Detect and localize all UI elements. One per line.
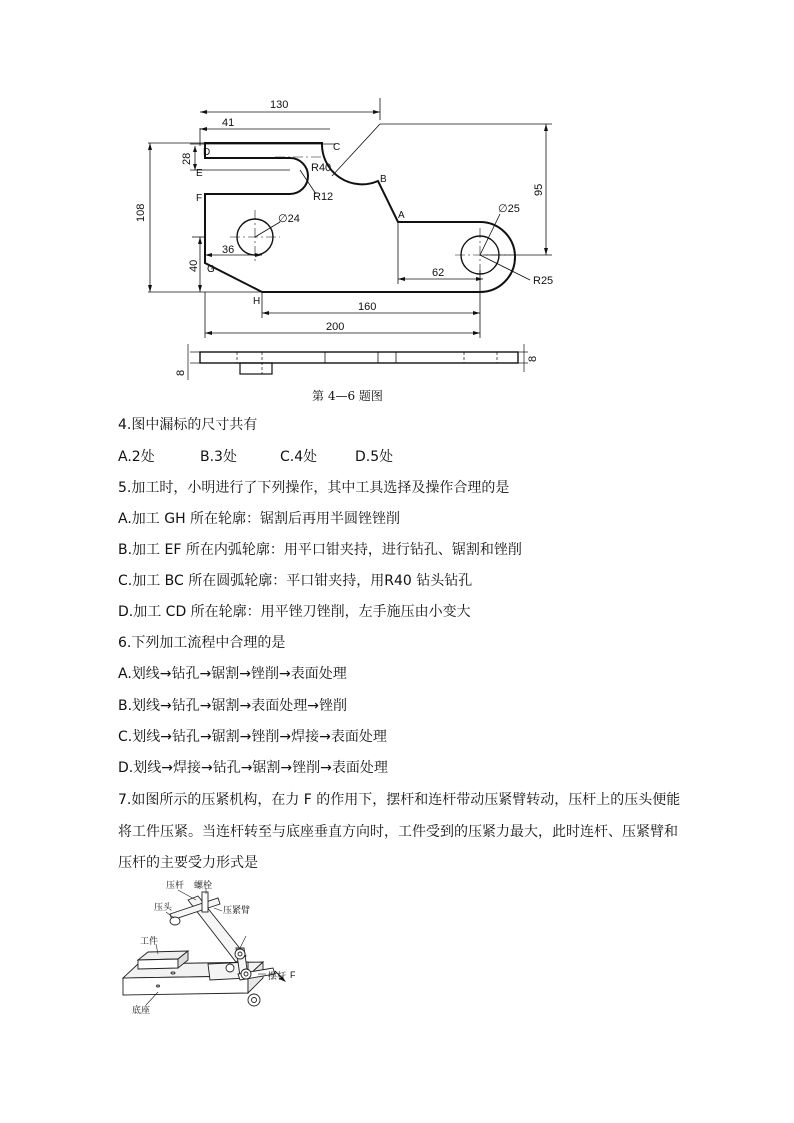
q4-option-c: C.4处 bbox=[280, 449, 318, 465]
dim-160: 160 bbox=[358, 301, 377, 313]
part-drawing bbox=[0, 0, 794, 410]
q5-stem: 5.加工时，小明进行了下列操作，其中工具选择及操作合理的是 bbox=[118, 480, 510, 496]
q4-option-d: D.5处 bbox=[355, 449, 394, 465]
label-yagan: 压杆 bbox=[166, 880, 185, 890]
q5-option-b: B.加工 EF 所在内弧轮廓：用平口钳夹持，进行钻孔、锯割和锉削 bbox=[118, 542, 522, 558]
side-view bbox=[188, 344, 528, 380]
figure-caption: 第 4—6 题图 bbox=[312, 389, 383, 403]
dim-62: 62 bbox=[432, 267, 445, 279]
dim-8-right: 8 bbox=[527, 355, 539, 362]
q6-option-a: A.划线→钻孔→锯割→锉削→表面处理 bbox=[118, 666, 347, 682]
point-d: D bbox=[203, 147, 211, 158]
dim-r40: R40 bbox=[311, 162, 332, 174]
dim-phi25: ∅25 bbox=[498, 203, 520, 215]
dim-phi24: ∅24 bbox=[278, 213, 300, 225]
point-c: C bbox=[333, 142, 341, 153]
q7-line-3: 压杆的主要受力形式是 bbox=[118, 855, 258, 871]
q6-stem: 6.下列加工流程中合理的是 bbox=[118, 635, 286, 651]
q4-options bbox=[118, 446, 393, 466]
clamp-mechanism-figure bbox=[118, 878, 318, 1018]
dim-36: 36 bbox=[222, 244, 235, 256]
dim-200: 200 bbox=[326, 321, 345, 333]
dim-41: 41 bbox=[222, 117, 235, 129]
label-dizuo: 底座 bbox=[132, 1005, 151, 1015]
q6-option-c: C.划线→钻孔→锯割→锉削→焊接→表面处理 bbox=[118, 729, 387, 745]
dim-28: 28 bbox=[181, 152, 193, 165]
label-luoshuan: 螺栓 bbox=[194, 880, 213, 890]
q6-option-d: D.划线→焊接→钻孔→锯割→锉削→表面处理 bbox=[118, 760, 388, 776]
q4-option-b: B.3处 bbox=[200, 449, 237, 465]
point-h: H bbox=[253, 296, 261, 307]
label-yatou: 压头 bbox=[154, 902, 173, 912]
q4-stem: 4.图中漏标的尺寸共有 bbox=[118, 417, 258, 433]
point-f: F bbox=[196, 193, 203, 204]
label-baigan: 摆杆 bbox=[268, 971, 287, 981]
dim-130: 130 bbox=[270, 99, 289, 111]
label-gongjian: 工件 bbox=[140, 936, 159, 946]
q6-option-b: B.划线→钻孔→锯割→表面处理→锉削 bbox=[118, 698, 347, 714]
point-b: B bbox=[380, 174, 387, 185]
label-yajinbi: 压紧臂 bbox=[223, 905, 251, 915]
q5-option-d: D.加工 CD 所在轮廓：用平锉刀锉削，左手施压由小变大 bbox=[118, 604, 471, 620]
point-a: A bbox=[398, 210, 405, 221]
dim-r12: R12 bbox=[313, 191, 334, 203]
q5-option-a: A.加工 GH 所在轮廓：锯割后再用半圆锉锉削 bbox=[118, 511, 401, 527]
dim-40: 40 bbox=[188, 259, 200, 272]
q4-option-a: A.2处 bbox=[118, 449, 155, 465]
dim-8-left: 8 bbox=[175, 369, 187, 376]
dim-95: 95 bbox=[533, 183, 545, 196]
q7-line-2: 将工件压紧。当连杆转至与底座垂直方向时，工件受到的压紧力最大，此时连杆、压紧臂和 bbox=[118, 824, 678, 840]
dim-108: 108 bbox=[135, 203, 147, 222]
q5-option-c: C.加工 BC 所在圆弧轮廓：平口钳夹持，用R40 钻头钻孔 bbox=[118, 573, 473, 589]
dim-r25: R25 bbox=[533, 275, 554, 287]
point-g: G bbox=[207, 264, 215, 275]
q7-line-1: 7.如图所示的压紧机构，在力 F 的作用下，摆杆和连杆带动压紧臂转动，压杆上的压头便能 bbox=[118, 792, 681, 808]
label-force: F bbox=[290, 970, 296, 980]
point-e: E bbox=[196, 168, 203, 179]
